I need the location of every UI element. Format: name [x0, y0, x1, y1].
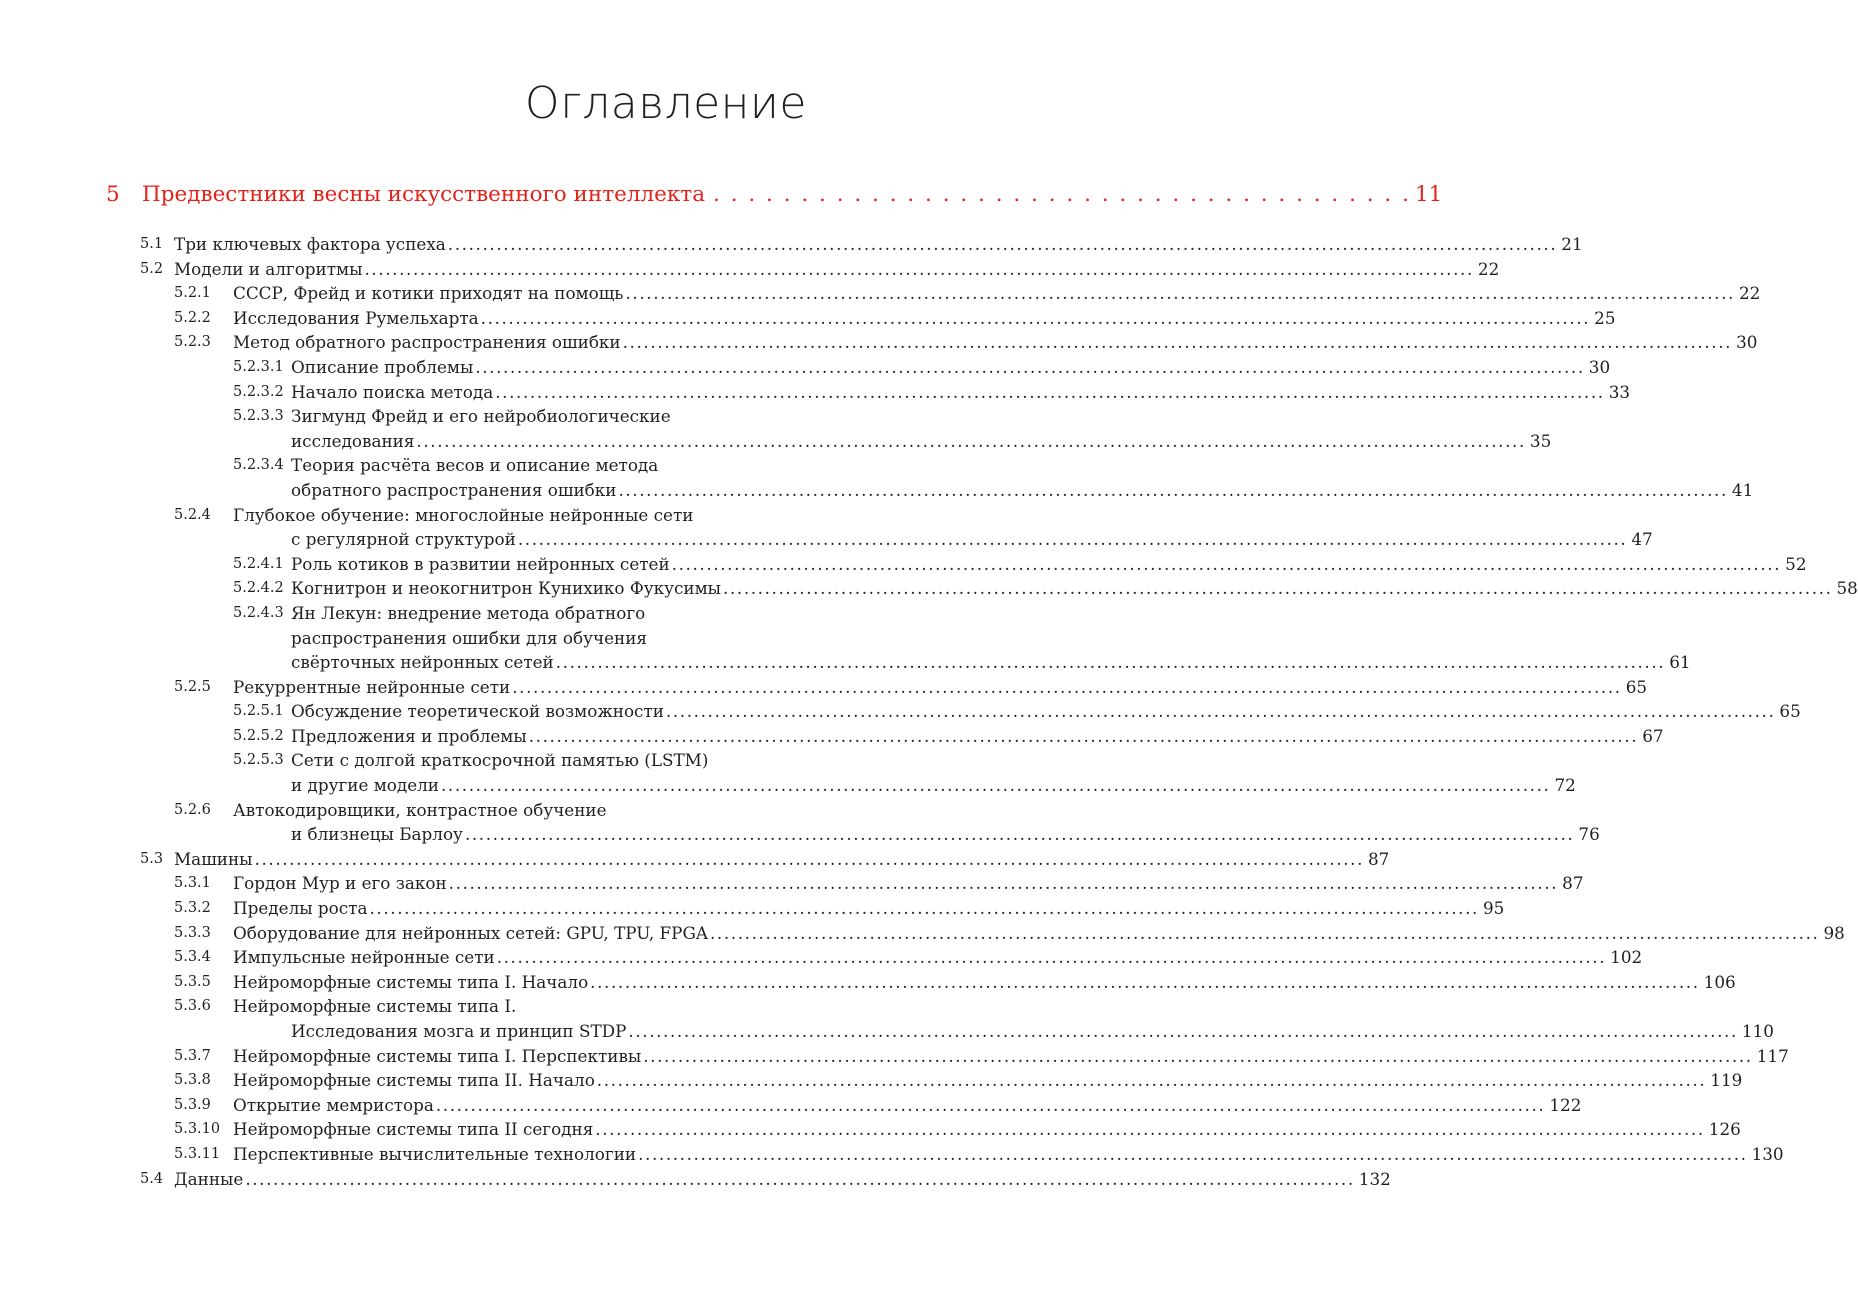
toc-entry-number: 5.3.4	[174, 949, 211, 966]
dot-leader: ................................................................................................................................................................	[475, 356, 1585, 377]
toc-entry-number: 5.3.11	[174, 1145, 221, 1162]
toc-entry-line	[291, 478, 1754, 503]
toc-entry-page: 98	[1823, 922, 1845, 943]
toc-entry-line	[233, 945, 1643, 970]
toc-entry-number: 5.2	[140, 260, 164, 277]
toc-entry-page: 52	[1785, 553, 1807, 574]
toc-entry[interactable]	[0, 552, 1807, 577]
toc-entry-title: исследования	[291, 430, 415, 451]
toc-entry-line	[291, 822, 1600, 847]
toc-entry[interactable]	[0, 650, 1691, 675]
dot-leader: ................................................................................................................................................................	[723, 578, 1833, 599]
toc-entry[interactable]	[0, 699, 1801, 724]
dot-leader: ................................................................................................................................................................	[464, 824, 1575, 845]
toc-entry[interactable]	[0, 871, 1584, 896]
toc-entry-number: 5.3.10	[174, 1121, 221, 1138]
toc-entry-title: Открытие мемристора	[233, 1094, 434, 1115]
toc-entry-page: 110	[1741, 1021, 1774, 1041]
toc-list	[0, 232, 1858, 1191]
toc-entry[interactable]	[0, 921, 1845, 946]
dot-leader: ................................................................................................................................................................	[517, 529, 1628, 550]
toc-entry-page: 65	[1625, 676, 1648, 697]
toc-entry[interactable]	[0, 798, 1000, 823]
dot-leader: ................................................................................................................................................................	[512, 676, 1622, 697]
toc-entry-number: 5.3.1	[174, 875, 211, 892]
toc-entry-number: 5.2.3	[174, 334, 211, 351]
toc-entry-page: 58	[1836, 578, 1858, 599]
toc-entry-page: 76	[1578, 824, 1600, 845]
toc-entry[interactable]	[0, 626, 1000, 651]
toc-entry-line	[233, 1117, 1741, 1142]
toc-entry-title: Импульсные нейронные сети	[233, 947, 495, 968]
toc-entry-page: 130	[1751, 1143, 1784, 1164]
toc-entry-title: Начало поиска метода	[291, 381, 494, 402]
toc-entry[interactable]	[0, 847, 1390, 872]
toc-entry-title: Глубокое обучение: многослойные нейронные сети	[233, 504, 694, 525]
toc-entry[interactable]	[0, 1044, 1789, 1069]
toc-entry[interactable]	[0, 527, 1653, 552]
toc-entry[interactable]	[0, 945, 1643, 970]
page-title: Оглавление	[524, 78, 807, 129]
dot-leader: ................................................................................................................................................................	[416, 430, 1526, 451]
dot-leader: ................................................................................................................................................................	[364, 258, 1474, 279]
toc-entry-page: 47	[1631, 529, 1653, 550]
toc-entry-line	[291, 552, 1807, 577]
toc-entry[interactable]	[0, 576, 1858, 601]
toc-entry-page: 33	[1608, 381, 1631, 402]
toc-entry-title: обратного распространения ошибки	[291, 479, 617, 500]
toc-entry[interactable]	[0, 822, 1600, 847]
dot-leader: ................................................................................................................................................................	[665, 701, 1776, 722]
dot-leader: ................................................................................................................................................................	[245, 1168, 1355, 1189]
toc-entry-page: 21	[1561, 234, 1583, 254]
toc-entry-title: Три ключевых фактора успеха	[174, 234, 446, 254]
toc-entry-number: 5.2.2	[174, 309, 211, 326]
toc-entry-page: 106	[1703, 971, 1736, 992]
toc-entry-title: Нейроморфные системы типа I. Перспективы	[233, 1045, 642, 1066]
toc-entry-page: 95	[1482, 898, 1505, 919]
chapter-title: Предвестники весны искусственного интеллекта	[142, 182, 706, 207]
toc-entry-title: Модели и алгоритмы	[174, 258, 363, 279]
toc-entry-page: 87	[1562, 873, 1584, 894]
toc-entry-page: 30	[1736, 332, 1758, 353]
chapter-heading[interactable]	[106, 180, 1443, 210]
toc-entry-title: Пределы роста	[233, 898, 368, 919]
dot-leader: ................................................................................................................................................................	[440, 775, 1551, 796]
toc-entry-number: 5.3.6	[174, 998, 211, 1015]
toc-entry[interactable]	[0, 330, 1758, 355]
toc-entry-number: 5.3.9	[174, 1096, 211, 1113]
toc-entry[interactable]	[0, 1117, 1741, 1142]
toc-entry-number: 5.3.8	[174, 1072, 211, 1089]
toc-entry[interactable]	[0, 380, 1631, 405]
toc-entry-title: Перспективные вычислительные технологии	[233, 1143, 637, 1164]
toc-entry-line	[291, 576, 1858, 601]
toc-entry-title: Исследования Румельхарта	[233, 307, 479, 328]
dot-leader: ................................................................................................................................................................	[528, 725, 1639, 746]
toc-entry-line	[233, 896, 1505, 921]
toc-entry-number: 5.2.5.1	[233, 703, 284, 720]
toc-entry-number: 5.3.3	[174, 924, 211, 941]
toc-entry-line	[291, 380, 1631, 405]
toc-entry[interactable]	[0, 1019, 1774, 1044]
toc-entry-line	[291, 699, 1801, 724]
toc-entry-number: 5.1	[140, 236, 164, 252]
toc-entry-line	[291, 429, 1552, 454]
toc-entry-number: 5.2.3.3	[233, 408, 284, 425]
toc-entry-number: 5.3.7	[174, 1047, 211, 1064]
dot-leader: ................................................................................................................................................................	[555, 652, 1666, 673]
toc-entry-title: Роль котиков в развитии нейронных сетей	[291, 553, 670, 574]
toc-entry-number: 5.2.5	[174, 678, 211, 695]
toc-entry-line	[291, 527, 1653, 552]
toc-entry-title: Нейроморфные системы типа II сегодня	[233, 1119, 594, 1140]
toc-entry[interactable]	[0, 453, 1000, 478]
dot-leader: ................................................................................................................................................................	[447, 234, 1558, 254]
dot-leader: ................................................................................................................................................................	[618, 479, 1728, 500]
toc-entry-line	[233, 306, 1616, 331]
toc-entry-page: 117	[1756, 1045, 1789, 1066]
toc-entry-title: Нейроморфные системы типа I.	[233, 996, 517, 1017]
toc-entry-title: Автокодировщики, контрастное обучение	[233, 799, 607, 820]
dot-leader: ................................................................................................................................................................	[622, 332, 1733, 353]
toc-entry[interactable]	[0, 429, 1552, 454]
toc-entry-line	[233, 1044, 1789, 1069]
toc-entry-number: 5.2.4.2	[233, 580, 284, 597]
toc-entry-number: 5.2.4.1	[233, 555, 284, 572]
toc-entry-title: Описание проблемы	[291, 356, 474, 377]
dot-leader: ................................................................................................................................................................	[495, 381, 1605, 402]
toc-entry-page: 22	[1477, 258, 1500, 279]
toc-entry-number: 5.2.3.4	[233, 457, 284, 474]
toc-entry-title: Исследования мозга и принцип STDP	[291, 1021, 627, 1041]
toc-entry[interactable]	[0, 970, 1736, 995]
toc-entry[interactable]	[0, 1142, 1784, 1167]
toc-entry-line	[174, 847, 1390, 872]
toc-entry-title: Нейроморфные системы типа II. Начало	[233, 1070, 595, 1091]
toc-entry-page: 22	[1738, 283, 1761, 304]
toc-entry[interactable]	[0, 748, 1000, 773]
toc-entry-page: 132	[1358, 1168, 1391, 1189]
toc-entry-title: Рекуррентные нейронные сети	[233, 676, 511, 697]
toc-entry-page: 119	[1710, 1070, 1743, 1091]
toc-entry-number: 5.2.3.1	[233, 358, 284, 375]
toc-entry-title: и близнецы Барлоу	[291, 824, 463, 845]
dot-leader: ................................................................................................................................................................	[671, 553, 1782, 574]
toc-entry-number: 5.2.5.2	[233, 727, 284, 744]
toc-entry-title: Ян Лекун: внедрение метода обратного	[291, 602, 646, 623]
toc-entry-page: 30	[1588, 356, 1611, 377]
dot-leader: ................................................................................................................................................................	[435, 1094, 1546, 1115]
toc-entry-title: Нейроморфные системы типа I. Начало	[233, 971, 589, 992]
toc-entry[interactable]	[0, 404, 1000, 429]
toc-entry-page: 102	[1610, 947, 1643, 968]
toc-entry-title: Метод обратного распространения ошибки	[233, 332, 621, 353]
toc-entry-page: 65	[1779, 701, 1801, 722]
toc-entry-title: Данные	[174, 1168, 244, 1189]
dot-leader: ................................................................................................................................................................	[625, 283, 1735, 304]
toc-entry-title: свёрточных нейронных сетей	[291, 652, 554, 673]
dot-leader: ................................................................................................................................................................	[596, 1070, 1707, 1091]
toc-entry[interactable]	[0, 355, 1611, 380]
toc-entry-number: 5.2.3.2	[233, 383, 284, 400]
toc-entry-line	[174, 257, 1500, 282]
dot-leader: ................................................................................................................................................................	[643, 1045, 1753, 1066]
dot-leader: ................................................................................................................................................................	[590, 971, 1700, 992]
toc-entry-page: 67	[1642, 725, 1664, 746]
dot-leader: ................................................................................................................................................................	[595, 1119, 1705, 1140]
toc-entry-line	[233, 1068, 1743, 1093]
toc-entry-page: 72	[1554, 775, 1576, 796]
dot-leader: ................................................................................................................................................................	[369, 898, 1479, 919]
toc-entry-number: 5.2.5.3	[233, 752, 284, 769]
toc-entry-line	[233, 330, 1758, 355]
toc-entry-page: 126	[1708, 1119, 1741, 1140]
toc-entry[interactable]	[0, 478, 1754, 503]
toc-entry[interactable]	[0, 306, 1616, 331]
toc-entry[interactable]	[0, 1167, 1391, 1192]
chapter-page: 11	[1414, 182, 1443, 207]
dot-leader: ................................................................................................................................................................	[638, 1143, 1748, 1164]
toc-entry[interactable]	[0, 503, 1000, 528]
toc-entry-line	[233, 871, 1584, 896]
toc-entry-page: 35	[1529, 430, 1552, 451]
toc-entry-title: и другие модели	[291, 775, 439, 796]
toc-entry-number: 5.2.4.3	[233, 604, 284, 621]
dot-leader: ................................................................................................................................................................	[628, 1021, 1738, 1041]
toc-entry-page: 61	[1669, 652, 1691, 673]
toc-entry-line	[233, 921, 1845, 946]
toc-entry-title: Сети с долгой краткосрочной памятью (LSTM)	[291, 750, 709, 771]
toc-entry-number: 5.2.6	[174, 801, 211, 818]
toc-entry-number: 5.3.5	[174, 973, 211, 990]
toc-entry-line	[233, 281, 1761, 306]
toc-entry-page: 25	[1594, 307, 1616, 328]
dot-leader: ................................................................................................................................................................	[710, 922, 1820, 943]
dot-leader: . . . . . . . . . . . . . . . . . . . . . . . . . . . . . . . . . . . . . . . .	[713, 182, 1411, 207]
toc-entry-line	[174, 1167, 1391, 1192]
toc-entry-line	[291, 650, 1691, 675]
dot-leader: ................................................................................................................................................................	[480, 307, 1591, 328]
toc-entry[interactable]	[0, 257, 1500, 282]
toc-entry[interactable]	[0, 773, 1576, 798]
toc-entry-line	[174, 232, 1583, 257]
toc-entry[interactable]	[0, 1068, 1743, 1093]
toc-entry-title: Теория расчёта весов и описание метода	[291, 455, 659, 476]
toc-entry[interactable]	[0, 281, 1761, 306]
toc-entry-line	[291, 773, 1576, 798]
toc-entry-title: Машины	[174, 848, 253, 869]
toc-entry-title: с регулярной структурой	[291, 529, 516, 550]
toc-entry-line	[291, 1019, 1774, 1044]
toc-entry-title: Гордон Мур и его закон	[233, 873, 447, 894]
toc-entry-number: 5.3	[140, 850, 164, 867]
toc-entry-title: Оборудование для нейронных сетей: GPU, TPU, FPGA	[233, 922, 708, 943]
toc-entry[interactable]	[0, 232, 1583, 257]
toc-entry-line	[233, 1093, 1582, 1118]
toc-entry-number: 5.3.2	[174, 900, 211, 917]
toc-entry-title: СССР, Фрейд и котики приходят на помощь	[233, 283, 624, 304]
toc-entry-page: 122	[1549, 1094, 1582, 1115]
toc-entry[interactable]	[0, 994, 1000, 1019]
chapter-number: 5	[106, 182, 120, 207]
toc-entry[interactable]	[0, 1093, 1582, 1118]
toc-entry-line	[291, 355, 1611, 380]
toc-entry-line	[233, 1142, 1784, 1167]
toc-entry-page: 87	[1368, 848, 1390, 869]
dot-leader: ................................................................................................................................................................	[254, 848, 1364, 869]
toc-entry[interactable]	[0, 675, 1648, 700]
toc-entry[interactable]	[0, 724, 1664, 749]
dot-leader: ................................................................................................................................................................	[496, 947, 1607, 968]
toc-entry-title: распространения ошибки для обучения	[291, 627, 647, 648]
toc-entry-line	[233, 970, 1736, 995]
dot-leader: ................................................................................................................................................................	[448, 873, 1559, 894]
toc-entry-title: Обсуждение теоретической возможности	[291, 701, 664, 722]
toc-entry-line	[233, 675, 1648, 700]
toc-entry-title: Предложения и проблемы	[291, 725, 527, 746]
toc-entry[interactable]	[0, 601, 1000, 626]
toc-entry-number: 5.2.4	[174, 506, 211, 523]
toc-entry[interactable]	[0, 896, 1505, 921]
toc-entry-title: Когнитрон и неокогнитрон Кунихико Фукусимы	[291, 578, 722, 599]
toc-entry-line	[291, 724, 1664, 749]
toc-entry-number: 5.2.1	[174, 285, 211, 302]
toc-entry-title: Зигмунд Фрейд и его нейробиологические	[291, 406, 671, 427]
toc-entry-number: 5.4	[140, 1170, 164, 1187]
toc-entry-page: 41	[1731, 479, 1754, 500]
